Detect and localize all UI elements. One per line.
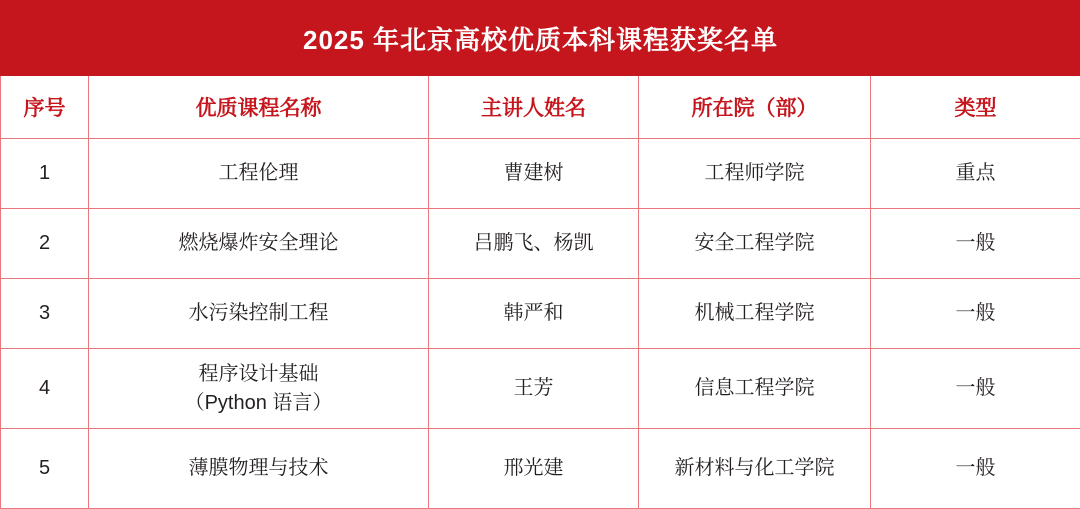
cell-teacher-text: 邢光建	[429, 448, 638, 489]
column-header-department: 所在院（部）	[639, 76, 871, 139]
cell-type-text: 重点	[871, 153, 1080, 194]
cell-index-text: 4	[1, 368, 88, 409]
cell-teacher	[429, 279, 639, 349]
page-title: 2025 年北京高校优质本科课程获奖名单	[1, 1, 1080, 76]
cell-department-text: 新材料与化工学院	[639, 448, 870, 489]
cell-type-text: 一般	[871, 293, 1080, 334]
cell-type	[871, 279, 1080, 349]
cell-course-text: 薄膜物理与技术	[89, 448, 428, 489]
cell-course	[89, 279, 429, 349]
table-header-row	[1, 76, 1080, 139]
cell-teacher	[429, 139, 639, 209]
cell-index-text: 1	[1, 153, 88, 194]
cell-index-text: 2	[1, 223, 88, 264]
cell-type-text: 一般	[871, 368, 1080, 409]
cell-teacher-text: 曹建树	[429, 153, 638, 194]
cell-course	[89, 139, 429, 209]
cell-index	[1, 279, 89, 349]
cell-type	[871, 429, 1080, 509]
cell-index-text: 3	[1, 293, 88, 334]
cell-index	[1, 209, 89, 279]
cell-department	[639, 349, 871, 429]
cell-index-text: 5	[1, 448, 88, 489]
cell-teacher-text: 王芳	[429, 368, 638, 409]
cell-course-text: 工程伦理	[89, 153, 428, 194]
cell-teacher	[429, 209, 639, 279]
cell-course	[89, 349, 429, 429]
cell-type	[871, 349, 1080, 429]
table-row	[1, 429, 1080, 509]
cell-course-text: 燃烧爆炸安全理论	[89, 223, 428, 264]
cell-course-text: 水污染控制工程	[89, 293, 428, 334]
cell-teacher	[429, 349, 639, 429]
cell-teacher-text: 韩严和	[429, 293, 638, 334]
cell-type	[871, 139, 1080, 209]
table-row	[1, 279, 1080, 349]
table-row	[1, 209, 1080, 279]
cell-type	[871, 209, 1080, 279]
cell-course-line1: 程序设计基础	[199, 363, 319, 385]
cell-department	[639, 279, 871, 349]
cell-course	[89, 209, 429, 279]
cell-course-line2: （Python 语言）	[97, 389, 420, 418]
cell-index	[1, 139, 89, 209]
column-header-index: 序号	[1, 76, 89, 139]
cell-department-text: 信息工程学院	[639, 368, 870, 409]
cell-teacher-text: 吕鹏飞、杨凯	[429, 223, 638, 264]
cell-course	[89, 429, 429, 509]
cell-department	[639, 139, 871, 209]
cell-teacher	[429, 429, 639, 509]
cell-index	[1, 429, 89, 509]
table-title-row	[1, 1, 1080, 76]
table-row	[1, 349, 1080, 429]
cell-department-text: 工程师学院	[639, 153, 870, 194]
cell-department-text: 机械工程学院	[639, 293, 870, 334]
cell-department	[639, 209, 871, 279]
cell-type-text: 一般	[871, 448, 1080, 489]
column-header-teacher: 主讲人姓名	[429, 76, 639, 139]
cell-department-text: 安全工程学院	[639, 223, 870, 264]
cell-course-text	[89, 354, 428, 424]
column-header-course: 优质课程名称	[89, 76, 429, 139]
table-row	[1, 139, 1080, 209]
column-header-type: 类型	[871, 76, 1080, 139]
cell-type-text: 一般	[871, 223, 1080, 264]
cell-index	[1, 349, 89, 429]
cell-department	[639, 429, 871, 509]
